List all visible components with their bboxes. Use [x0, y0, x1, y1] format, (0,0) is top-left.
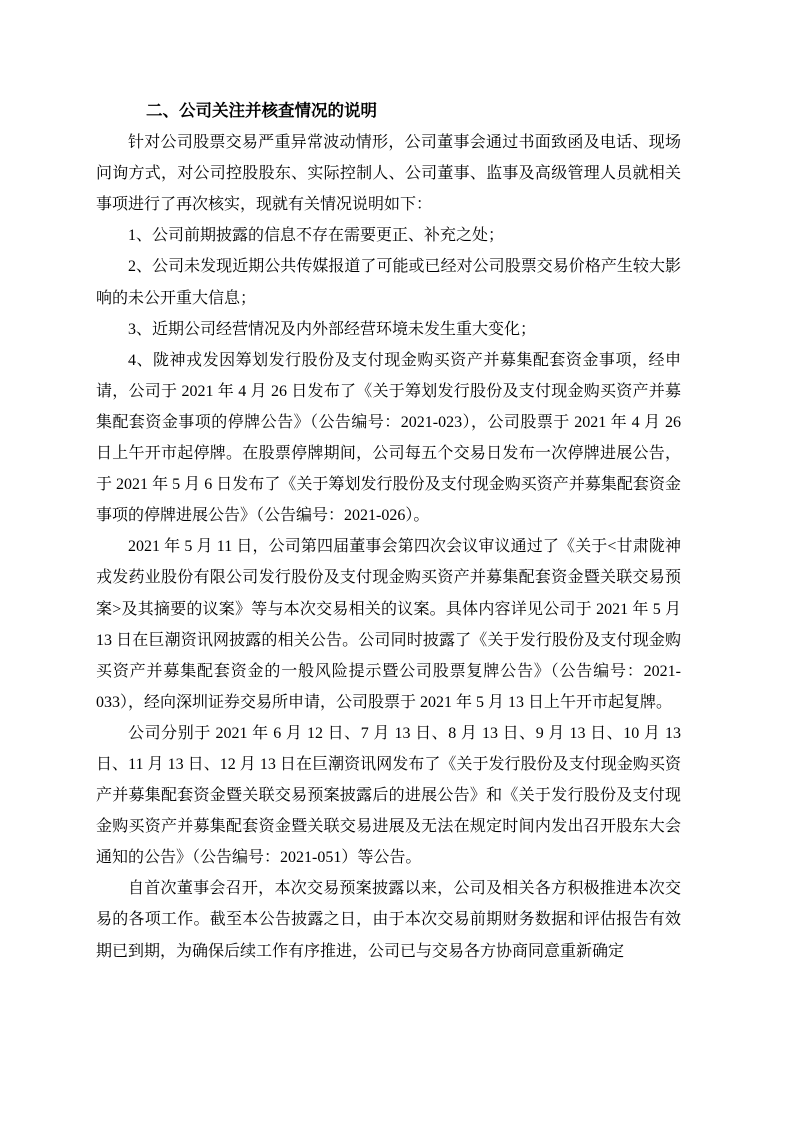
list-item-4: 4、陇神戎发因筹划发行股份及支付现金购买资产并募集配套资金事项，经申请，公司于 2021 年 4 月 26 日发布了《关于筹划发行股份及支付现金购买资产并募集配套资金事项的停牌公告》（公告编号：2021-023），公司股票于 2021 年 4 月 26 日上午开市起停牌。在股票停牌期间，公司每五个交易日发布一次停牌进展公告，于 2021 年 5 月 6 日发布了《关于筹划发行股份及支付现金购买资产并募集配套资金事项的停牌进展公告》（公告编号：2021-026）。 [96, 351, 681, 525]
list-item-3: 3、近期公司经营情况及内外部经营环境未发生重大变化； [128, 320, 537, 338]
paragraph: 2021 年 5 月 11 日，公司第四届董事会第四次会议审议通过了《关于<甘肃陇神戎发药业股份有限公司发行股份及支付现金购买资产并募集配套资金暨关联交易预案>及其摘要的议案》等与本次交易相关的议案。具体内容详见公司于 2021 年 5 月 13 日在巨潮资讯网披露的相关公告。公司同时披露了《关于发行股份及支付现金购买资产并募集配套资金的一般风险提示暨公司股票复牌公告》（公告编号：2021-033），经向深圳证券交易所申请，公司股票于 2021 年 5 月 13 日上午开市起复牌。 [96, 538, 681, 711]
paragraph: 自首次董事会召开，本次交易预案披露以来，公司及相关各方积极推进本次交易的各项工作。截至本公告披露之日，由于本次交易前期财务数据和评估报告有效期已到期，为确保后续工作有序推进，公司已与交易各方协商同意重新确定 [96, 880, 681, 960]
section-heading: 二、公司关注并核查情况的说明 [146, 102, 377, 120]
paragraph: 公司分别于 2021 年 6 月 12 日、7 月 13 日、8 月 13 日、9 月 13 日、10 月 13 日、11 月 13 日、12 月 13 日在巨潮资讯网发布了《关于发行股份及支付现金购买资产并募集配套资金暨关联交易预案披露后的进展公告》和《关于发行股份及支付现金购买资产并募集配套资金暨关联交易进展及无法在规定时间内发出召开股东大会通知的公告》（公告编号：2021-051）等公告。 [96, 724, 681, 867]
paragraph: 针对公司股票交易严重异常波动情形，公司董事会通过书面致函及电话、现场问询方式，对公司控股股东、实际控制人、公司董事、监事及高级管理人员就相关事项进行了再次核实，现就有关情况说明如下： [96, 134, 681, 214]
list-item-1: 1、公司前期披露的信息不存在需要更正、补充之处； [128, 227, 505, 245]
list-item-2: 2、公司未发现近期公共传媒报道了可能或已经对公司股票交易价格产生较大影响的未公开重大信息； [96, 258, 681, 307]
